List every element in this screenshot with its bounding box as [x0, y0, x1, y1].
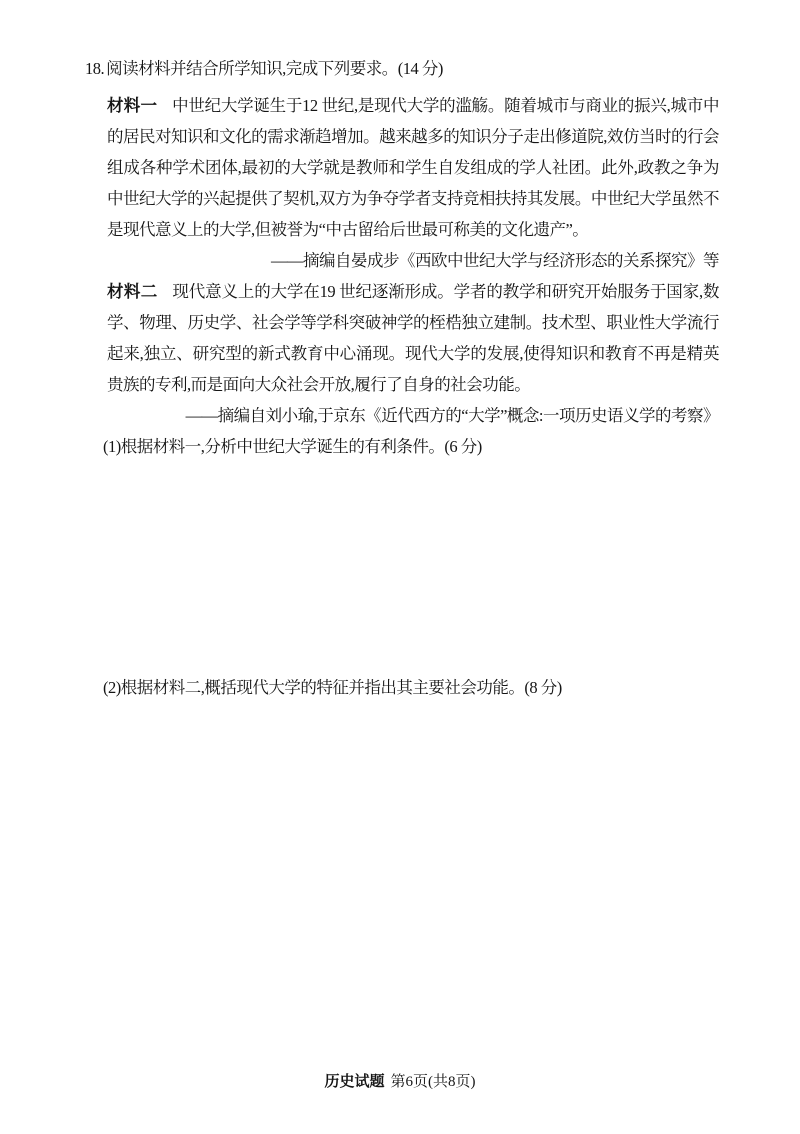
question-stem — [0, 53, 800, 84]
material-one-source: ——摘编自晏成步《西欧中世纪大学与经济形态的关系探究》等 — [271, 251, 719, 270]
material-one-label: 材料一 — [107, 96, 158, 115]
material-one-text: 中世纪大学诞生于12 世纪,是现代大学的滥觞。随着城市与商业的振兴,城市中的居民对知识和文化的需求渐趋增加。越来越多的知识分子走出修道院,效仿当时的行会组成各种学术团体,最初的大学就是教师和学生自发组成的学人社团。此外,政教之争为中世纪大学的兴起提供了契机,双方为争夺学者支持竞相扶持其发展。中世纪大学虽然不是现代意义上的大学,但被誉为“中古留给后世最可称美的文化遗产”。 — [107, 96, 720, 239]
material-two-paragraph — [107, 276, 719, 400]
sub-question-1: (1)根据材料一,分析中世纪大学诞生的有利条件。(6 分) — [103, 437, 482, 456]
footer-page-number: 第6页(共8页) — [390, 1074, 476, 1090]
sub-question-2: (2)根据材料二,概括现代大学的特征并指出其主要社会功能。(8 分) — [103, 678, 562, 697]
material-one-paragraph — [107, 90, 719, 245]
question-intro: 阅读材料并结合所学知识,完成下列要求。(14 分) — [106, 59, 443, 78]
material-two-source: ——摘编自刘小瑜,于京东《近代西方的“大学”概念:一项历史语义学的考察》 — [185, 406, 719, 425]
answer-space-1 — [0, 462, 800, 672]
material-two-label: 材料二 — [107, 282, 158, 301]
material-two-text: 现代意义上的大学在19 世纪逐渐形成。学者的教学和研究开始服务于国家,数学、物理、历史学、社会学等学科突破神学的桎梏独立建制。技术型、职业性大学流行起来,独立、研究型的新式教育中心涌现。现代大学的发展,使得知识和教育不再是精英贵族的专利,而是面向大众社会开放,履行了自身的社会功能。 — [107, 282, 720, 394]
footer-subject-title: 历史试题 — [324, 1074, 385, 1090]
question-number: 18. — [85, 59, 105, 78]
page-footer — [0, 1067, 800, 1098]
